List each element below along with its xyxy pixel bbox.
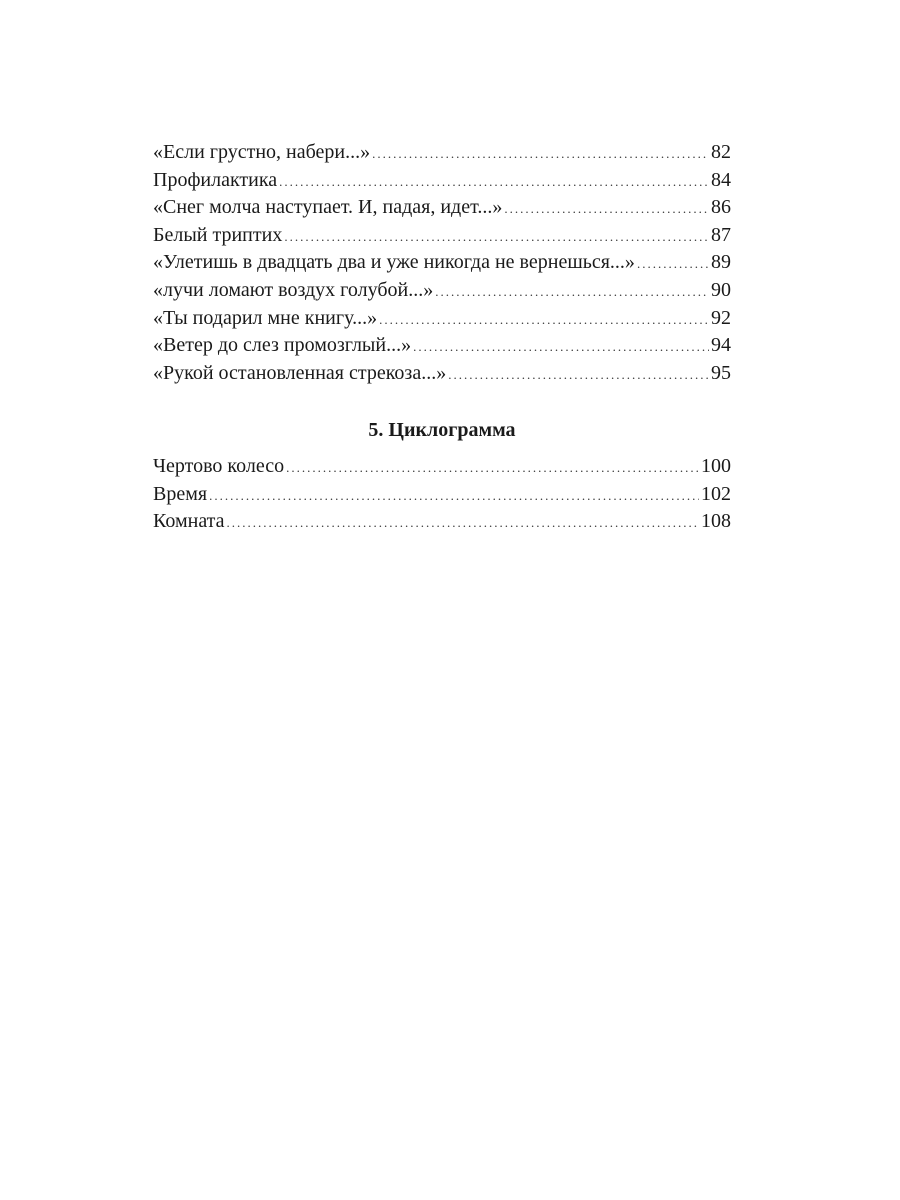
toc-entry-title: Чертово колесо — [153, 455, 285, 477]
toc-entry-title: «Если грустно, набери...» — [153, 141, 371, 163]
toc-entry[interactable] — [153, 222, 731, 250]
dot-leader — [504, 195, 709, 223]
dot-leader — [372, 140, 709, 168]
toc-entry[interactable] — [153, 194, 731, 222]
toc-entry-title: Профилактика — [153, 168, 278, 191]
toc-entry-page: 84 — [711, 168, 731, 191]
section-heading: 5. Циклограмма — [368, 419, 516, 441]
toc-entry[interactable] — [153, 277, 731, 305]
toc-entry-page: 82 — [711, 141, 731, 163]
toc-list-section5 — [153, 453, 731, 536]
toc-entry-title: «Ты подарил мне книгу...» — [153, 306, 378, 329]
dot-leader — [637, 250, 709, 278]
dot-leader — [286, 454, 699, 482]
toc-entry-title: «лучи ломают воздух голубой...» — [153, 278, 434, 301]
toc-entry-title: «Рукой остановленная стрекоза...» — [153, 361, 447, 384]
dot-leader — [284, 223, 709, 251]
toc-entry-title: «Ветер до слез промозглый...» — [153, 334, 412, 357]
toc-entry-title: «Улетишь в двадцать два и уже никогда не вернешься...» — [153, 251, 635, 274]
toc-entry-page: 102 — [701, 482, 731, 505]
toc-list-part1 — [153, 139, 731, 387]
toc-entry-page: 100 — [701, 455, 731, 477]
toc-entry[interactable] — [153, 249, 731, 277]
toc-entry-page: 89 — [711, 251, 731, 274]
dot-leader — [379, 306, 709, 334]
toc-entry-page: 92 — [711, 306, 731, 329]
toc-entry[interactable] — [153, 332, 731, 360]
toc-entry[interactable] — [153, 139, 731, 167]
dot-leader — [448, 361, 709, 389]
dot-leader — [413, 333, 709, 361]
toc-entry[interactable] — [153, 481, 731, 509]
toc-entry[interactable] — [153, 360, 731, 388]
dot-leader — [279, 168, 709, 196]
dot-leader — [209, 482, 699, 510]
toc-entry-title: Комната — [153, 510, 225, 533]
dot-leader — [435, 278, 709, 306]
dot-leader — [227, 509, 699, 537]
toc-entry-title: Белый триптих — [153, 223, 283, 246]
toc-entry-page: 94 — [711, 334, 731, 357]
toc-entry-page: 95 — [711, 361, 731, 384]
toc-entry-title: Время — [153, 482, 208, 505]
toc-entry-page: 86 — [711, 196, 731, 219]
toc-entry-page: 108 — [701, 510, 731, 533]
toc-entry[interactable] — [153, 167, 731, 195]
toc-entry-page: 90 — [711, 278, 731, 301]
toc-entry-title: «Снег молча наступает. И, падая, идет...» — [153, 196, 503, 219]
toc-entry[interactable] — [153, 508, 731, 536]
toc-entry[interactable] — [153, 305, 731, 333]
toc-entry[interactable] — [153, 453, 731, 481]
toc-entry-page: 87 — [711, 223, 731, 246]
